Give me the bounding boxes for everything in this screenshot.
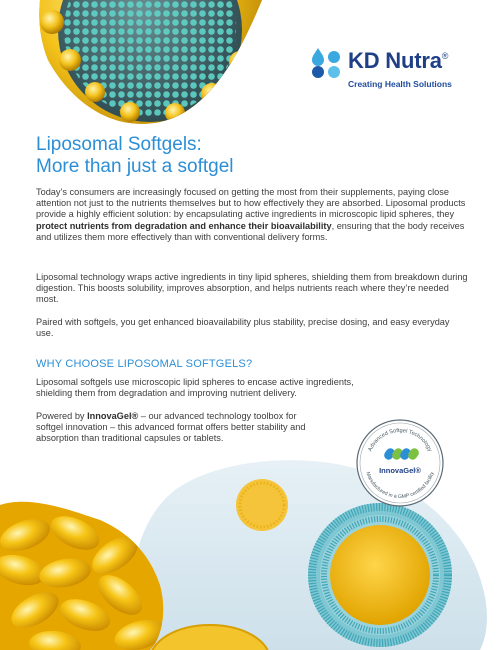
brand-tagline: Creating Health Solutions [348, 79, 452, 89]
intro-paragraph: Today’s consumers are increasingly focused on getting the most from their supplements, paying close attention not just to the nutrients themselves but to how effectively they are absorbed. Liposomal products provide a highly efficient solution: by encapsulating active ingredients in microscopic lipid spheres, they protect nutrients from degradation and enhance their bioavailability, ensuring that the body receives and utilizes them more effectively than with conventional delivery forms. [36, 187, 466, 242]
why-heading: WHY CHOOSE LIPOSOMAL SOFTGELS? [36, 358, 253, 370]
innovagel-brand: InnovaGel® [87, 411, 139, 421]
logo-mark-icon [310, 46, 344, 80]
softgel-paragraph: Paired with softgels, you get enhanced bioavailability plus stability, precise dosing, and easy everyday use. [36, 317, 450, 339]
powered-paragraph: Powered by InnovaGel® – our advanced technology toolbox for softgel innovation – this advanced format offers better stability and absorption than traditional capsules or tablets. [36, 411, 306, 444]
page-title-line1: Liposomal Softgels: [36, 134, 202, 155]
seal-center-label: InnovaGel® [379, 466, 421, 475]
technology-paragraph: Liposomal technology wraps active ingredients in tiny lipid spheres, shielding them from breakdown during digestion. This boosts solubility, improves absorption, and helps nutrients reach where they’re needed most. [36, 272, 468, 305]
intro-highlight: protect nutrients from degradation and enhance their bioavailability [36, 220, 332, 231]
why-paragraph: Liposomal softgels use microscopic lipid spheres to encase active ingredients, shielding them from degradation and improving nutrient delivery. [36, 377, 354, 399]
page-title [36, 134, 476, 178]
brand-name: KD Nutra® [348, 48, 449, 73]
page-title-line2: More than just a softgel [36, 156, 234, 177]
seal-top-text: Advanced Softgel Technology [367, 427, 433, 453]
seal-bottom-text: Manufactured in a GMP certified facility [364, 471, 436, 501]
innovagel-seal [355, 418, 445, 508]
kd-nutra-logo [310, 46, 490, 96]
